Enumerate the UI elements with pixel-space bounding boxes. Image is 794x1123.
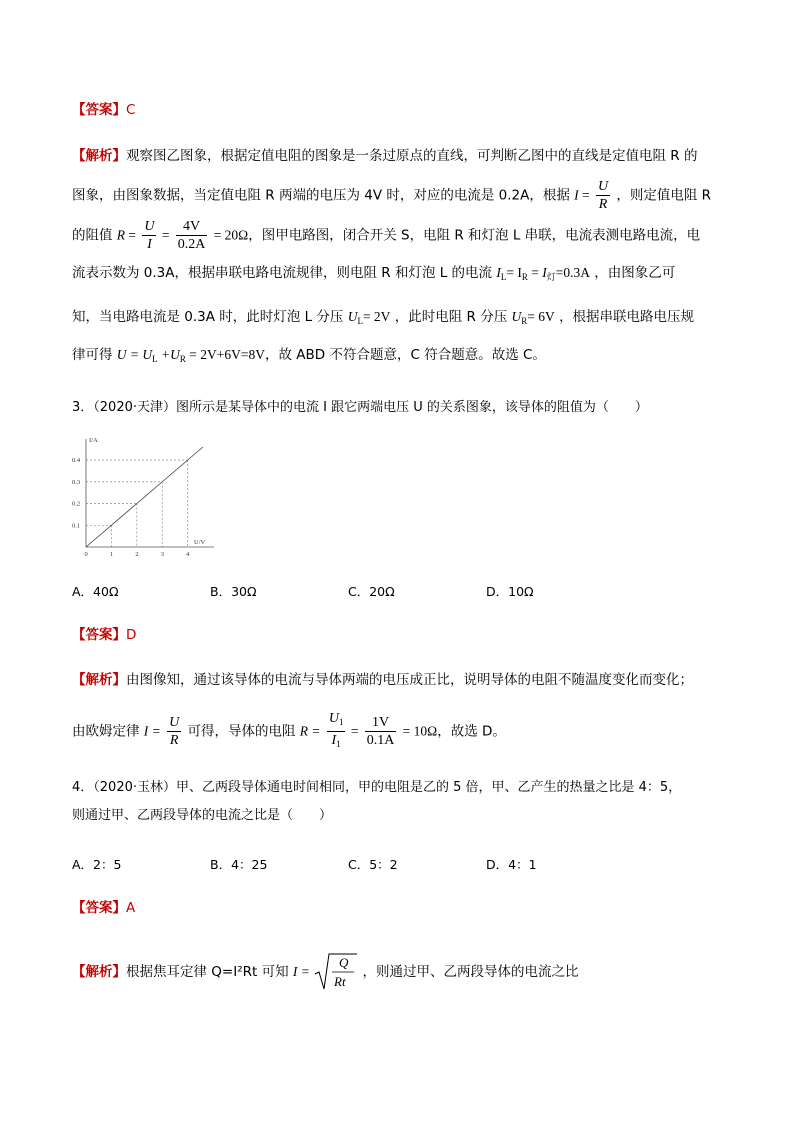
sqrt-formula <box>314 952 358 992</box>
x-axis-label: U/V <box>194 539 206 546</box>
fraction-u-over-r: $\frac{U}{R}$ <box>169 715 180 748</box>
analysis-text: 由图像知，通过该导体的电流与导体两端的电压成正比，说明导体的电阻不随温度变化而变化； <box>126 672 693 688</box>
fraction-u-over-r: $\frac{U}{R}$ <box>597 179 609 212</box>
q3-analysis-line-1 <box>72 670 734 690</box>
analysis-text: ，根据串联电路电压规 <box>559 309 695 325</box>
analysis-text: ，此时电阻 R 分压 <box>394 309 508 325</box>
y-axis-label: I/A <box>89 437 98 444</box>
x-tick-label-1: 1 <box>109 551 114 558</box>
y-tick-label-0.4: 0.4 <box>72 457 81 465</box>
q3-stem: 3．（2020·天津）图所示是某导体中的电流 I 跟它两端电压 U 的关系图象，该导体的阻值为（ ） <box>72 400 648 415</box>
q3-option-b[interactable]: B．30Ω <box>210 584 257 599</box>
analysis-text: ，则通过甲、乙两段导体的电流之比 <box>362 964 579 980</box>
answer-tag: 【答案】 <box>72 900 126 916</box>
analysis-text: ，图甲电路图，闭合开关 S，电阻 R 和灯泡 L 串联，电流表测电路电流，电 <box>248 227 701 244</box>
formula-ur: = 6V <box>527 309 555 324</box>
formula-i: I <box>574 187 579 203</box>
fraction-u1-over-i1: $\frac{U_1}{I_1}$ <box>328 711 344 749</box>
q4-option-c[interactable]: C．5：2 <box>348 857 398 872</box>
formula-ul: = 2V <box>362 309 391 324</box>
q4-option-d[interactable]: D．4：1 <box>486 857 537 872</box>
analysis-tag: 【解析】 <box>72 672 126 688</box>
answer-value: C <box>126 102 136 118</box>
y-tick-label-0.3: 0.3 <box>72 478 81 486</box>
q4-stem-line-2: 则通过甲、乙两段导体的电流之比是（ ） <box>72 808 333 823</box>
analysis-text: ，则定值电阻 R <box>616 187 712 204</box>
q4-stem-line-1: 4．（2020·玉林）甲、乙两段导体通电时间相同，甲的电阻是乙的 5 倍，甲、乙产生的热量之比是 4：5， <box>72 780 682 795</box>
analysis-tag: 【解析】 <box>72 964 126 980</box>
sqrt-sign-icon <box>314 952 358 992</box>
fraction-u-over-i: $\frac{U}{I}$ <box>144 219 155 252</box>
q3-answer-line <box>72 625 734 645</box>
y-tick-label-0.2: 0.2 <box>72 500 81 508</box>
q4-option-b[interactable]: B．4：25 <box>210 857 268 872</box>
analysis-text: ，由图象乙可 <box>594 265 676 281</box>
series-line <box>86 447 203 547</box>
q4-option-a[interactable]: A．2：5 <box>72 857 122 872</box>
formula-current: = I <box>506 265 522 280</box>
x-tick-label-0: 0 <box>84 551 88 558</box>
svg-text:Q: Q <box>339 955 349 970</box>
analysis-text: 图象，由图象数据，当定值电阻 R 两端的电压为 4V 时，对应的电流是 0.2A，根据 <box>72 187 570 204</box>
formula-r: R <box>116 227 126 243</box>
x-tick-label-4: 4 <box>186 551 190 558</box>
analysis-text: 流表示数为 0.3A，根据串联电路电流规律，则电阻 R 和灯泡 L 的电流 <box>72 265 493 281</box>
x-tick-label-3: 3 <box>160 551 164 558</box>
q2-analysis-line-1 <box>72 146 734 166</box>
formula-result: = 10Ω <box>402 723 438 739</box>
analysis-text: ，故选 D。 <box>437 723 506 740</box>
answer-tag: 【答案】 <box>72 627 126 643</box>
analysis-text: 观察图乙图象，根据定值电阻的图象是一条过原点的直线，可判断乙图中的直线是定值电阻 R 的 <box>126 148 698 164</box>
formula-r: R = <box>299 723 321 739</box>
analysis-text: 的阻值 <box>72 227 113 244</box>
q4-analysis-line-1 <box>72 952 734 989</box>
q3-option-c[interactable]: C．20Ω <box>348 584 395 599</box>
analysis-text: 可得，导体的电阻 <box>187 723 296 740</box>
analysis-text: 根据焦耳定律 Q=I²Rt 可知 <box>126 964 289 980</box>
fraction-1v-over-01a: $\frac{1V}{0.1A}$ <box>366 715 395 748</box>
analysis-text: 知，当电路电流是 0.3A 时，此时灯泡 L 分压 <box>72 309 344 325</box>
fraction-4v-over-02a: $\frac{4V}{0.2A}$ <box>177 219 206 252</box>
analysis-text: 律可得 <box>72 347 113 363</box>
y-tick-label-0.1: 0.1 <box>72 522 81 530</box>
analysis-text: 由欧姆定律 <box>72 723 140 740</box>
q2-analysis-line-6: 律可得 $U = U_L +U_R = 2V+6V=8V$，故 ABD 不符合题意，C 符合题意。故选 C。 <box>72 347 546 364</box>
q4-answer-line <box>72 898 734 918</box>
svg-text:Rt: Rt <box>334 974 346 989</box>
formula-i: I = <box>292 964 310 979</box>
x-tick-label-2: 2 <box>135 551 139 558</box>
formula-sum: U = U <box>116 347 153 362</box>
answer-value: A <box>126 900 136 916</box>
answer-tag: 【答案】 <box>72 102 126 118</box>
q2-answer-line <box>72 100 734 120</box>
q2-analysis-line-3: 的阻值 R = $\frac{U}{I}$ = $\frac{4V}{0.2A}$ = 20Ω，图甲电路图，闭合开关 S，电阻 R 和灯泡 L 串联，电流表测电路电流，电 <box>72 219 701 252</box>
analysis-tag: 【解析】 <box>72 148 126 164</box>
answer-value: D <box>126 627 137 643</box>
formula-i: I = <box>143 723 161 739</box>
q2-analysis-line-2: 图象，由图象数据，当定值电阻 R 两端的电压为 4V 时，对应的电流是 0.2A，根据 I = $\frac{U}{R}$ ，则定值电阻 R <box>72 179 712 212</box>
chart-ticks <box>72 457 190 558</box>
current-voltage-chart <box>70 435 220 560</box>
q3-analysis-line-2: 由欧姆定律 I = $\frac{U}{R}$ 可得，导体的电阻 R = $\frac{U_1}{I_1}$ = $\frac{1V}{0.1A}$ = 10Ω，故选 D。 <box>72 710 734 753</box>
formula-result: = 20Ω <box>213 227 249 243</box>
q2-analysis-line-5: 知，当电路电流是 0.3A 时，此时灯泡 L 分压 $U_L= 2V$ ，此时电阻 R 分压 $U_R= 6V$ ，根据串联电路电压规 <box>72 309 695 326</box>
q2-analysis-line-4: 流表示数为 0.3A，根据串联电路电流规律，则电阻 R 和灯泡 L 的电流 $I_L= I_R = I_灯=0.3A$ ，由图象乙可 <box>72 265 676 282</box>
q3-option-a[interactable]: A．40Ω <box>72 584 119 599</box>
formula-current-value: =0.3A <box>555 265 590 280</box>
analysis-text: ，故 ABD 不符合题意，C 符合题意。故选 C。 <box>265 347 546 363</box>
q3-option-d[interactable]: D．10Ω <box>486 584 534 599</box>
